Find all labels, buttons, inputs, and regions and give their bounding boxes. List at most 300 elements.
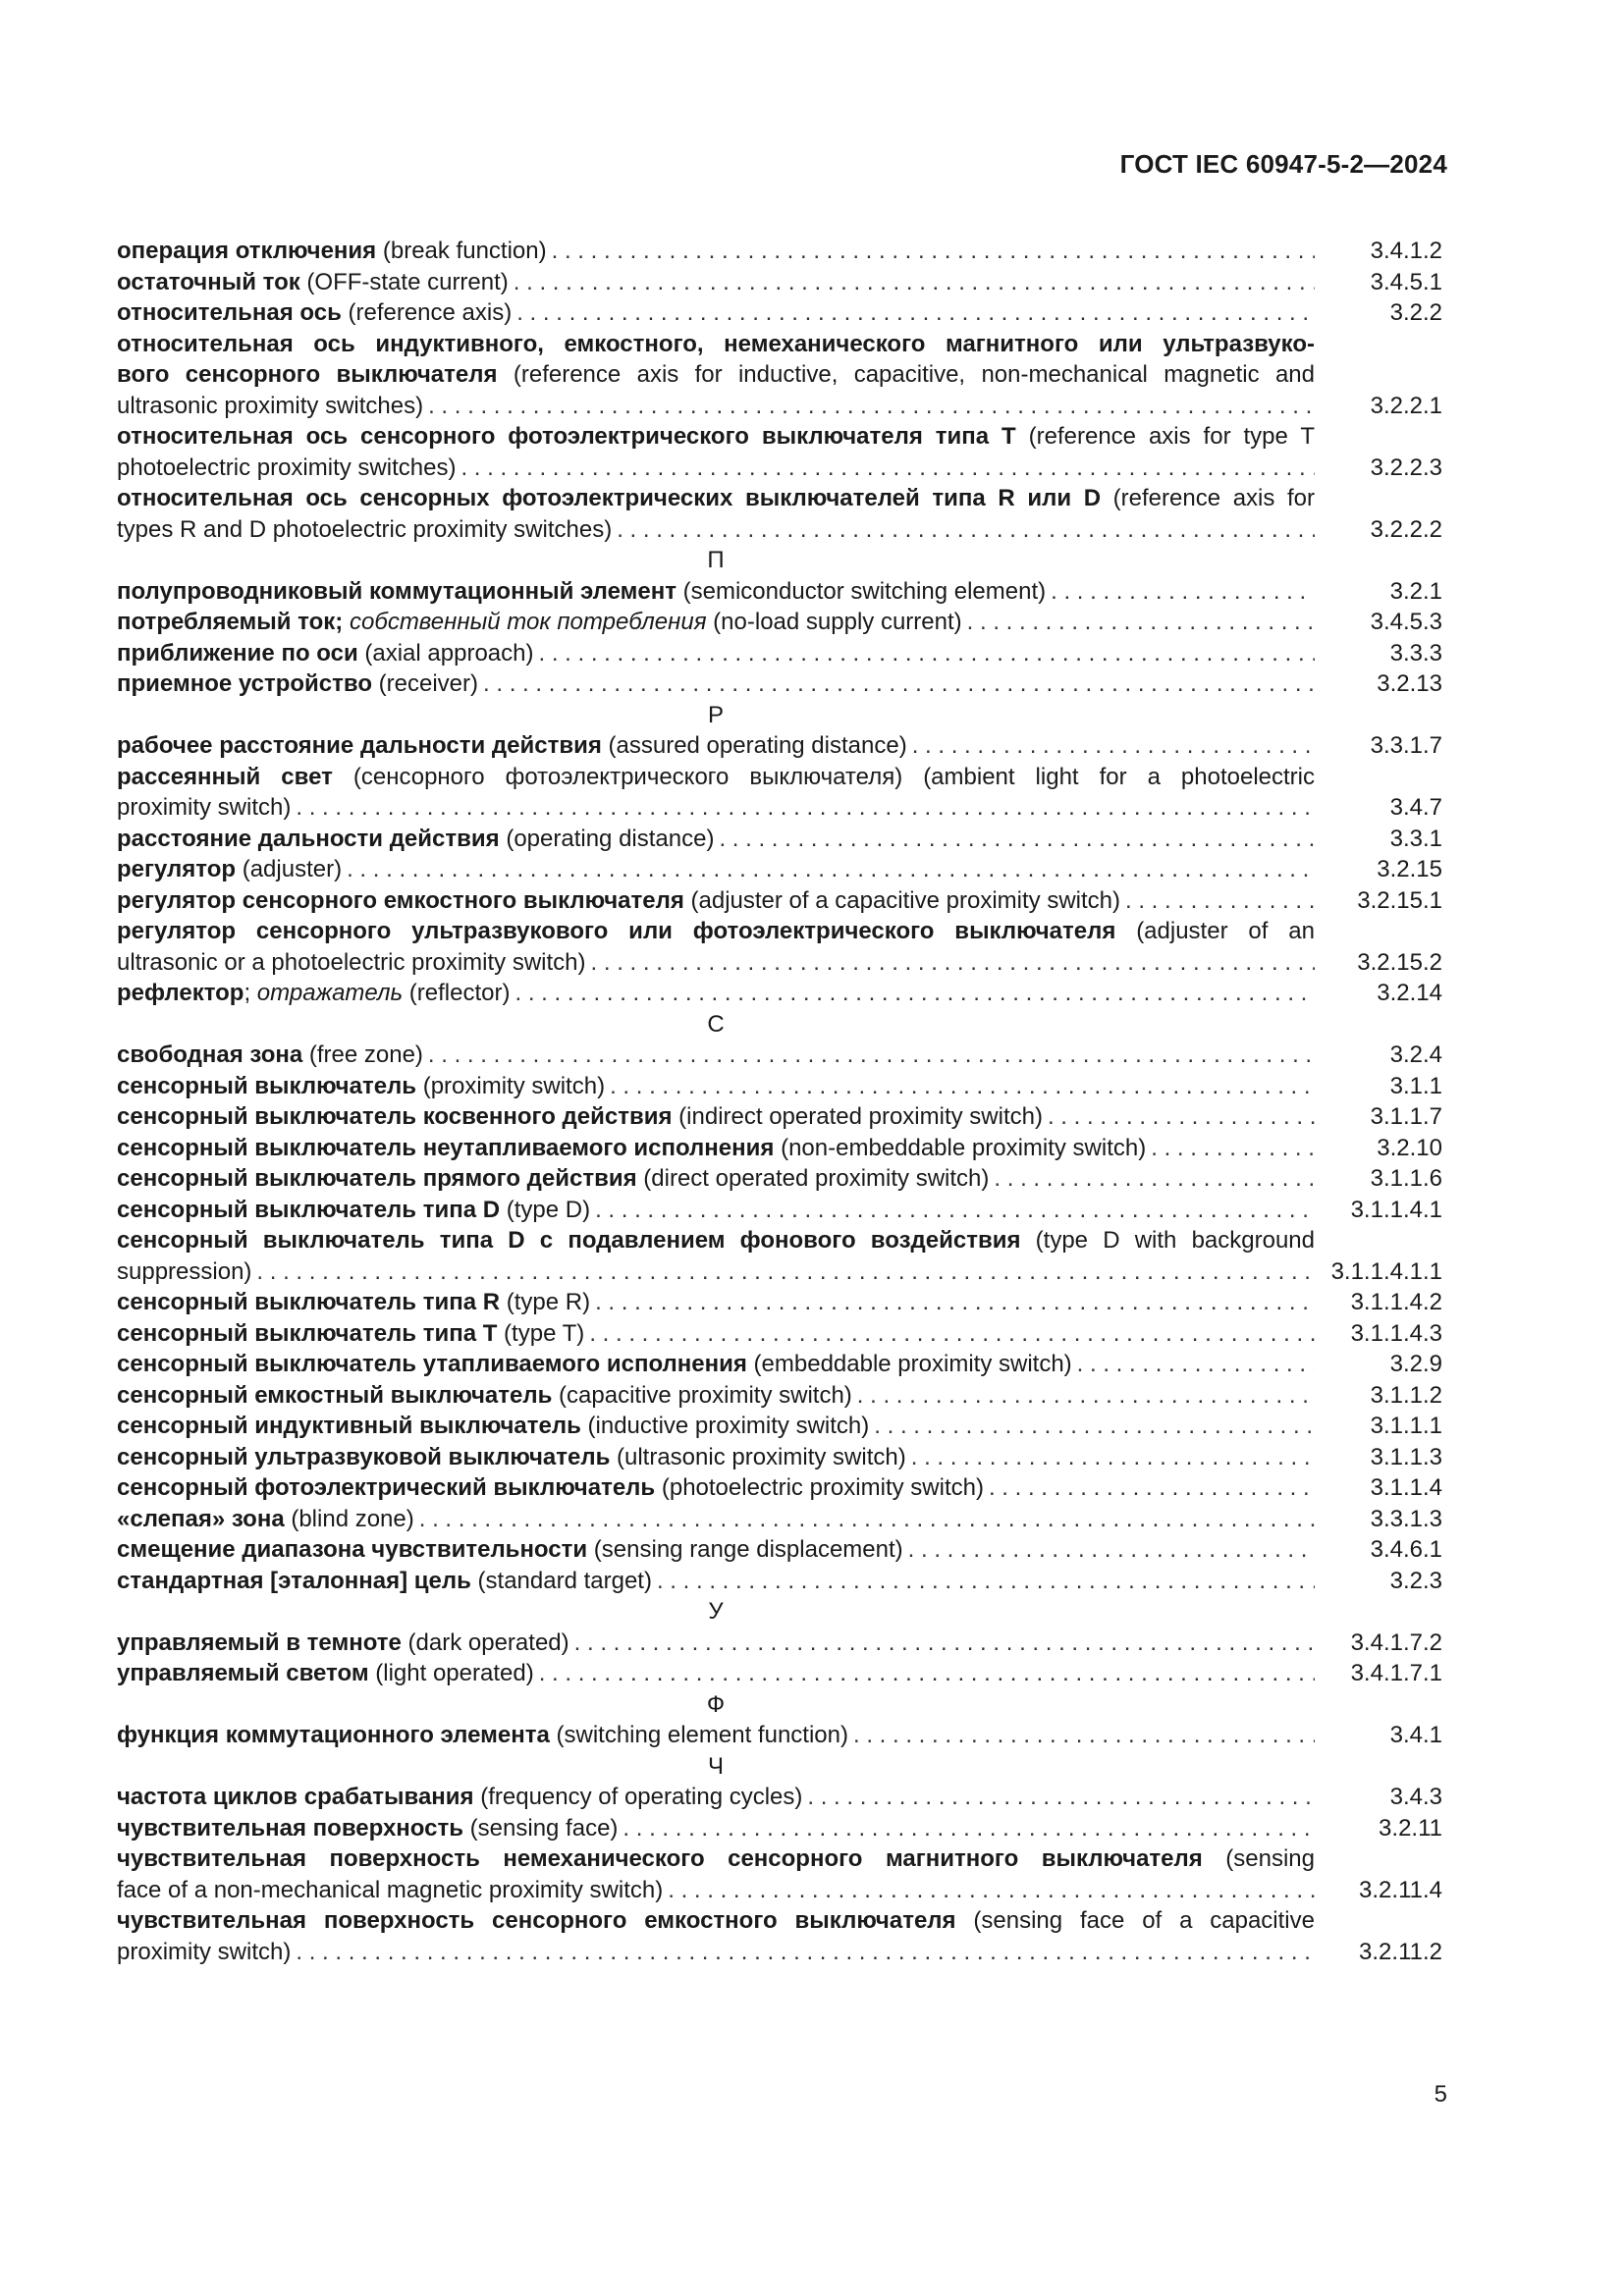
entry-english: ultrasonic proximity switches) [117,392,424,419]
entry-term: сенсорный емкостный выключатель [117,1381,553,1409]
index-entry [117,854,1442,885]
entry-body [117,1658,1315,1689]
entry-english: (no-load supply current) [706,609,962,635]
index-entry [117,1534,1442,1566]
entry-body [117,762,1315,824]
entry-term: чувствительная поверхность немеханического сенсорного магнитного выключателя [117,1845,1203,1872]
index-entry [117,607,1442,638]
entry-english: (free zone) [302,1041,423,1068]
index-entry [117,1040,1442,1071]
entry-line [117,1782,1315,1813]
entry-line [117,359,1315,391]
entry-term: рабочее расстояние дальности действия [117,732,602,759]
entry-body [117,885,1315,917]
entry-reference: 3.4.1.2 [1370,238,1442,264]
dot-leader [1046,576,1315,608]
entry-english: (adjuster of an [1115,918,1315,944]
entry-english: (adjuster) [236,856,343,882]
entry-line [117,1905,1315,1937]
entry-line [117,483,1315,514]
dot-leader [1146,1133,1315,1164]
entry-text [117,607,962,638]
entry-synonym: собственный ток потребления [343,609,707,635]
entry-body [117,576,1315,608]
entry-line [117,391,1315,422]
dot-leader [989,1163,1315,1195]
index-entry [117,1504,1442,1535]
entry-text [117,297,512,329]
dot-leader [869,1411,1315,1442]
entry-term: сенсорный индуктивный выключатель [117,1413,581,1439]
index-entry [117,1442,1442,1473]
entry-line [117,453,1315,484]
dot-leader [569,1628,1315,1659]
dot-leader [1120,885,1315,917]
entry-english: ultrasonic or a photoelectric proximity switch) [117,948,586,976]
entry-text [117,1442,906,1473]
entry-term: потребляемый ток; [117,609,344,635]
entry-english: (non-embeddable proximity switch) [774,1134,1147,1161]
entry-body [117,1782,1315,1813]
entry-english: (operating distance) [499,825,715,852]
entry-text [117,1040,423,1071]
index-entry [117,824,1442,855]
entry-english: (type D) [500,1196,591,1223]
entry-term: сенсорный выключатель типа D [117,1196,501,1223]
entry-body [117,421,1315,483]
entry-english: (type R) [500,1289,591,1315]
entry-line [117,1256,1315,1288]
dot-leader [906,1442,1315,1473]
entry-line [117,854,1315,885]
entry-body [117,1720,1315,1751]
entry-text [117,1349,1072,1380]
entry-line [117,1071,1315,1102]
dot-leader [456,453,1315,484]
entry-term: относительная ось сенсорных фотоэлектрических выключателей типа R или D [117,485,1102,511]
entry-body [117,1813,1315,1844]
entry-text [117,1380,852,1412]
entry-reference: 3.4.5.1 [1370,268,1442,295]
entry-reference: 3.2.2.3 [1370,454,1442,481]
entry-body [117,1504,1315,1535]
entry-english: (light operated) [368,1660,534,1686]
entry-reference: 3.2.10 [1377,1134,1442,1161]
entry-line [117,792,1315,824]
entry-english: (capacitive proximity switch) [552,1381,852,1409]
entry-term: частота циклов срабатывания [117,1784,474,1810]
entry-line [117,947,1315,979]
entry-text [117,1534,903,1566]
entry-line [117,1318,1315,1350]
entry-english: proximity switch) [117,794,292,821]
entry-body [117,1071,1315,1102]
entry-term: приемное устройство [117,670,372,697]
entry-term: сенсорный выключатель утапливаемого исполнения [117,1351,747,1377]
entry-line [117,1566,1315,1597]
dot-leader [663,1875,1315,1906]
entry-body [117,1318,1315,1350]
entry-text [117,1411,869,1442]
entry-line [117,607,1315,638]
dot-leader [586,947,1315,979]
dot-leader [291,792,1315,824]
entry-body [117,638,1315,669]
entry-reference: 3.2.13 [1377,670,1442,697]
entry-term: функция коммутационного элемента [117,1722,550,1748]
dot-leader [605,1071,1315,1102]
entry-text [117,668,478,700]
entry-english: (blind zone) [284,1505,414,1532]
dot-leader [534,1658,1315,1689]
entry-body [117,1133,1315,1164]
entry-english: (indirect operated proximity switch) [672,1103,1043,1130]
index-entry [117,483,1442,545]
entry-english: (standard target) [470,1567,652,1594]
entry-term: регулятор [117,856,237,882]
dot-leader [618,1813,1315,1844]
dot-leader [907,730,1315,762]
entry-term: свободная зона [117,1041,303,1068]
entry-line [117,1225,1315,1256]
entry-body [117,1040,1315,1071]
entry-body [117,1411,1315,1442]
entry-term: сенсорный выключатель прямого действия [117,1165,637,1192]
entry-term: управляемый в темноте [117,1629,402,1656]
entry-reference: 3.4.1.7.1 [1350,1660,1442,1686]
entry-line [117,762,1315,793]
entry-body [117,854,1315,885]
entry-reference: 3.4.6.1 [1370,1536,1442,1563]
dot-leader [652,1566,1315,1597]
entry-english: (inductive proximity switch) [580,1413,870,1439]
entry-reference: 3.2.2 [1389,299,1442,326]
dot-leader [1043,1101,1315,1133]
dot-leader [612,514,1315,546]
dot-leader [423,391,1315,422]
entry-term: расстояние дальности действия [117,825,500,852]
index-entry [117,1349,1442,1380]
entry-line [117,1628,1315,1659]
entry-english: face of a non-mechanical magnetic proximity switch) [117,1876,664,1903]
index-entry [117,1318,1442,1350]
dot-leader [547,236,1315,267]
entry-body [117,824,1315,855]
entry-reference: 3.1.1 [1389,1072,1442,1099]
dot-leader [512,297,1315,329]
entry-line [117,1534,1315,1566]
entry-line [117,1163,1315,1195]
entry-english: (receiver) [372,670,479,697]
entry-english: (photoelectric proximity switch) [655,1474,984,1501]
entry-text [117,1101,1043,1133]
entry-reference: 3.4.7 [1389,794,1442,821]
entry-line [117,1287,1315,1318]
entry-reference: 3.4.1 [1389,1722,1442,1748]
dot-leader [414,1504,1315,1535]
entry-english: (adjuster of a capacitive proximity switch) [683,886,1120,914]
entry-body [117,1534,1315,1566]
entry-reference: 3.2.15 [1377,856,1442,882]
index-entry [117,421,1442,483]
entry-term: приближение по оси [117,639,358,667]
entry-text [117,1658,534,1689]
entry-line [117,267,1315,298]
entry-english: (direct operated proximity switch) [636,1165,990,1192]
entry-line [117,421,1315,453]
index-entry [117,1658,1442,1689]
entry-body [117,1380,1315,1412]
entry-body [117,483,1315,545]
entry-text [117,576,1046,608]
index-entry [117,730,1442,762]
entry-line [117,1843,1315,1875]
entry-english: proximity switch) [117,1938,292,1965]
index-entry [117,1101,1442,1133]
entry-english: (ultrasonic proximity switch) [610,1443,906,1470]
entry-text [117,1504,414,1535]
dot-leader [802,1782,1315,1813]
index-entry [117,885,1442,917]
entry-text [117,730,907,762]
entry-term: относительная ось сенсорного фотоэлектрического выключателя типа T [117,423,1016,450]
dot-leader [342,854,1315,885]
entry-reference: 3.4.1.7.2 [1350,1629,1442,1656]
entry-body [117,297,1315,329]
entry-line [117,514,1315,546]
index-entry [117,1782,1442,1813]
entry-english: (type T) [497,1319,585,1347]
entry-term: чувствительная поверхность [117,1814,463,1842]
entry-text [117,1071,605,1102]
entry-line [117,329,1315,360]
entry-term: сенсорный ультразвуковой выключатель [117,1443,611,1470]
entry-text [117,1318,584,1350]
entry-reference: 3.2.15.1 [1357,886,1442,914]
dot-leader [511,978,1316,1009]
document-header: ГОСТ IEC 60947-5-2—2024 [1119,149,1447,179]
entry-text [117,1813,618,1844]
entry-term: сенсорный выключатель косвенного действия [117,1103,673,1130]
entry-english: (semiconductor switching element) [676,577,1047,605]
dot-leader [1072,1349,1315,1380]
index-entry [117,668,1442,700]
entry-english: (proximity switch) [416,1072,606,1099]
entry-body [117,1442,1315,1473]
entry-english: (sensing range displacement) [587,1536,903,1563]
entry-line [117,1813,1315,1844]
entry-line [117,1349,1315,1380]
entry-line [117,1442,1315,1473]
index-entry [117,1380,1442,1412]
entry-line [117,576,1315,608]
entry-line [117,1380,1315,1412]
entry-reference: 3.2.15.2 [1357,948,1442,976]
index-entry [117,329,1442,422]
entry-line [117,1504,1315,1535]
section-letter: П [707,547,725,573]
entry-reference: 3.1.1.4.1.1 [1330,1257,1442,1285]
entry-line [117,1720,1315,1751]
entry-term: регулятор сенсорного ультразвукового или фотоэлектрического выключателя [117,918,1116,944]
entry-line [117,638,1315,669]
entry-term: полупроводниковый коммутационный элемент [117,577,677,605]
entry-english: types R and D photoelectric proximity switches) [117,515,613,543]
entry-english: (sensing face of a capacitive [955,1907,1315,1934]
index-entry [117,1195,1442,1226]
entry-english: (axial approach) [357,639,534,667]
entry-reference: 3.2.11 [1379,1814,1442,1842]
entry-text [117,1720,848,1751]
entry-term: чувствительная поверхность сенсорного емкостного выключателя [117,1907,956,1934]
entry-text [117,1163,989,1195]
entry-reference: 3.2.4 [1389,1041,1442,1068]
entry-body [117,1349,1315,1380]
index-entry [117,1071,1442,1102]
entry-reference: 3.4.3 [1389,1784,1442,1810]
dot-leader [852,1380,1315,1412]
entry-text [117,1628,569,1659]
entry-english: (break function) [376,238,547,264]
entry-body [117,916,1315,978]
entry-english: (dark operated) [401,1629,569,1656]
entry-reference: 3.2.1 [1389,577,1442,605]
entry-body [117,1628,1315,1659]
entry-text [117,638,533,669]
entry-text [117,1195,590,1226]
entry-text [117,854,342,885]
entry-reference: 3.2.11.4 [1359,1876,1442,1903]
entry-reference: 3.1.1.3 [1370,1443,1442,1470]
index-entry [117,1720,1442,1751]
entry-term: рассеянный свет [117,763,333,790]
entry-line [117,1040,1315,1071]
entry-reference: 3.2.2.1 [1370,392,1442,419]
entry-english: (sensing [1202,1845,1315,1872]
index-entry [117,1905,1442,1967]
entry-text [117,1782,802,1813]
entry-term: рефлектор [117,980,244,1006]
entry-text [117,1133,1146,1164]
entry-body [117,1905,1315,1967]
entry-body [117,1195,1315,1226]
entry-body [117,668,1315,700]
entry-english: photoelectric proximity switches) [117,454,457,481]
dot-leader [590,1287,1315,1318]
section-letter: Р [707,701,724,728]
section-letter: С [707,1010,725,1038]
section-letter: У [708,1598,724,1625]
entry-synonym: отражатель [250,980,404,1006]
index-entry [117,762,1442,824]
entry-line [117,730,1315,762]
entry-reference: 3.1.1.4.1 [1350,1196,1442,1223]
index-entry [117,1472,1442,1504]
entry-line [117,916,1315,947]
entry-term: «слепая» зона [117,1505,285,1532]
entry-english: (embeddable proximity switch) [746,1351,1072,1377]
dot-leader [714,824,1315,855]
entry-line [117,1101,1315,1133]
entry-text [117,267,509,298]
page-number: 5 [1434,2081,1447,2108]
index-entry [117,1628,1442,1659]
entry-line [117,1875,1315,1906]
entry-term: регулятор сенсорного емкостного выключателя [117,886,684,914]
entry-reference: 3.2.14 [1377,980,1442,1006]
entry-body [117,607,1315,638]
entry-term: операция отключения [117,238,377,264]
entry-english: (assured operating distance) [601,732,907,759]
entry-term: сенсорный выключатель типа R [117,1289,501,1315]
index-entry [117,236,1442,267]
entry-term: относительная ось индуктивного, емкостного, немеханического магнитного или ультразвуко- [117,330,1315,357]
dot-leader [423,1040,1315,1071]
entry-reference: 3.2.3 [1389,1567,1442,1594]
index-entry [117,1813,1442,1844]
entry-reference: 3.1.1.1 [1370,1413,1442,1439]
entry-term: смещение диапазона чувствительности [117,1536,588,1563]
dot-leader [848,1720,1315,1751]
dot-leader [903,1534,1315,1566]
entry-reference: 3.1.1.4 [1370,1474,1442,1501]
entry-english: (reference axis for inductive, capacitive, non-mechanical magnetic and [497,361,1315,388]
entry-term: сенсорный выключатель типа T [117,1319,498,1347]
entry-reference: 3.2.2.2 [1370,515,1442,543]
entry-english: (reference axis for type T [1015,423,1315,450]
index-entry [117,267,1442,298]
entry-body [117,329,1315,422]
entry-english: (reference axis for [1101,485,1315,511]
entry-term: стандартная [эталонная] цель [117,1567,471,1594]
dot-leader [962,607,1315,638]
index-entry [117,576,1442,608]
dot-leader [984,1472,1315,1504]
index-entry [117,978,1442,1009]
entry-english: (reflector) [403,980,511,1006]
dot-leader [590,1195,1315,1226]
index-list [117,236,1442,1967]
entry-line [117,978,1315,1009]
entry-text [117,236,547,267]
index-entry [117,1411,1442,1442]
entry-reference: 3.3.1.7 [1370,732,1442,759]
entry-term: сенсорный выключатель неутапливаемого исполнения [117,1134,775,1161]
entry-reference: 3.4.5.3 [1370,609,1442,635]
entry-term: вого сенсорного выключателя [117,361,498,388]
entry-text [117,1287,590,1318]
entry-reference: 3.1.1.7 [1370,1103,1442,1130]
entry-reference: 3.2.11.2 [1359,1938,1442,1965]
entry-english: (reference axis) [341,299,513,326]
entry-body [117,236,1315,267]
dot-leader [533,638,1315,669]
entry-line [117,236,1315,267]
entry-english: (type D with background [1020,1227,1315,1254]
entry-reference: 3.1.1.2 [1370,1381,1442,1409]
entry-text [117,824,714,855]
entry-body [117,1101,1315,1133]
entry-english: (sensing face) [463,1814,619,1842]
entry-body [117,1163,1315,1195]
entry-text [117,1472,984,1504]
entry-english: (сенсорного фотоэлектрического выключателя) (ambient light for a photoelectric [332,763,1315,790]
entry-reference: 3.1.1.6 [1370,1165,1442,1192]
entry-text: рефлектор; отражатель (reflector) [117,980,511,1006]
index-entry [117,1287,1442,1318]
entry-body [117,978,1315,1009]
entry-term: сенсорный выключатель типа D с подавлением фонового воздействия [117,1227,1021,1254]
